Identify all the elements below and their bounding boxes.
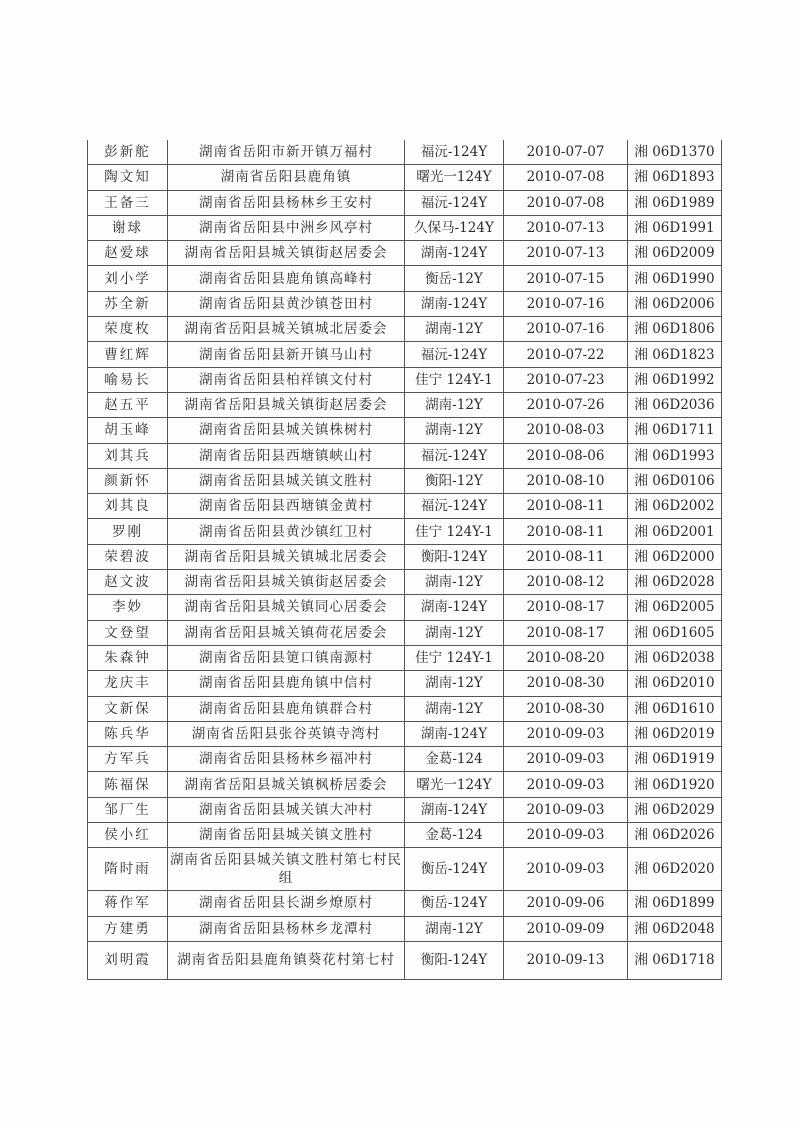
cell-plate: 湘 06D1605 bbox=[628, 620, 722, 645]
cell-address: 湖南省岳阳县城关镇街赵居委会 bbox=[168, 241, 405, 266]
cell-name: 胡玉峰 bbox=[88, 418, 168, 443]
table-row bbox=[88, 418, 722, 443]
cell-plate: 湘 06D2006 bbox=[628, 291, 722, 316]
table-row bbox=[88, 544, 722, 569]
cell-name: 陈兵华 bbox=[88, 721, 168, 746]
cell-address: 湖南省岳阳县城关镇街赵居委会 bbox=[168, 570, 405, 595]
cell-address: 湖南省岳阳县新开镇马山村 bbox=[168, 342, 405, 367]
cell-plate: 湘 06D2029 bbox=[628, 797, 722, 822]
cell-plate: 湘 06D1991 bbox=[628, 215, 722, 240]
cell-date: 2010-09-03 bbox=[504, 848, 628, 891]
table-row bbox=[88, 241, 722, 266]
cell-date: 2010-08-11 bbox=[504, 519, 628, 544]
cell-model: 衡阳-124Y bbox=[405, 544, 504, 569]
cell-name: 方军兵 bbox=[88, 747, 168, 772]
cell-address: 湖南省岳阳县杨林乡王安村 bbox=[168, 190, 405, 215]
table-row bbox=[88, 891, 722, 916]
cell-address: 湖南省岳阳县城关镇荷花居委会 bbox=[168, 620, 405, 645]
cell-address: 湖南省岳阳市新开镇万福村 bbox=[168, 140, 405, 165]
cell-model: 湖南-12Y bbox=[405, 620, 504, 645]
cell-date: 2010-07-23 bbox=[504, 367, 628, 392]
cell-address: 湖南省岳阳县黄沙镇苍田村 bbox=[168, 291, 405, 316]
cell-address: 湖南省岳阳县杨林乡福冲村 bbox=[168, 747, 405, 772]
cell-model: 金葛-124 bbox=[405, 747, 504, 772]
cell-model: 福沅-124Y bbox=[405, 494, 504, 519]
cell-address: 湖南省岳阳县西塘镇金黄村 bbox=[168, 494, 405, 519]
cell-model: 金葛-124 bbox=[405, 823, 504, 848]
cell-address: 湖南省岳阳县杨林乡龙潭村 bbox=[168, 916, 405, 941]
cell-model: 湖南-12Y bbox=[405, 418, 504, 443]
cell-date: 2010-09-03 bbox=[504, 797, 628, 822]
cell-name: 谢球 bbox=[88, 215, 168, 240]
cell-date: 2010-08-12 bbox=[504, 570, 628, 595]
cell-plate: 湘 06D2009 bbox=[628, 241, 722, 266]
table-row bbox=[88, 367, 722, 392]
cell-name: 苏全新 bbox=[88, 291, 168, 316]
cell-model: 湖南-12Y bbox=[405, 392, 504, 417]
cell-date: 2010-08-17 bbox=[504, 620, 628, 645]
cell-name: 王备三 bbox=[88, 190, 168, 215]
cell-model: 佳宁 124Y-1 bbox=[405, 367, 504, 392]
cell-date: 2010-08-30 bbox=[504, 696, 628, 721]
cell-address: 湖南省岳阳县长湖乡燎原村 bbox=[168, 891, 405, 916]
table-row bbox=[88, 392, 722, 417]
cell-plate: 湘 06D1711 bbox=[628, 418, 722, 443]
table-row bbox=[88, 721, 722, 746]
cell-plate: 湘 06D1893 bbox=[628, 165, 722, 190]
cell-name: 荣度枚 bbox=[88, 317, 168, 342]
cell-name: 赵文波 bbox=[88, 570, 168, 595]
table-row bbox=[88, 671, 722, 696]
cell-name: 朱森钟 bbox=[88, 645, 168, 670]
table-row bbox=[88, 772, 722, 797]
cell-plate: 湘 06D2026 bbox=[628, 823, 722, 848]
cell-model: 福沅-124Y bbox=[405, 190, 504, 215]
registration-table bbox=[87, 140, 722, 980]
cell-name: 刘小学 bbox=[88, 266, 168, 291]
cell-model: 福沅-124Y bbox=[405, 443, 504, 468]
cell-name: 文登望 bbox=[88, 620, 168, 645]
cell-plate: 湘 06D1920 bbox=[628, 772, 722, 797]
cell-name: 喻易长 bbox=[88, 367, 168, 392]
cell-plate: 湘 06D2048 bbox=[628, 916, 722, 941]
table-row bbox=[88, 941, 722, 979]
cell-model: 福沅-124Y bbox=[405, 140, 504, 165]
cell-date: 2010-07-08 bbox=[504, 165, 628, 190]
table-row bbox=[88, 443, 722, 468]
cell-plate: 湘 06D2028 bbox=[628, 570, 722, 595]
cell-date: 2010-07-16 bbox=[504, 317, 628, 342]
cell-name: 罗刚 bbox=[88, 519, 168, 544]
table-row bbox=[88, 317, 722, 342]
cell-plate: 湘 06D1610 bbox=[628, 696, 722, 721]
cell-address: 湖南省岳阳县鹿角镇高峰村 bbox=[168, 266, 405, 291]
cell-address: 湖南省岳阳县柏祥镇文付村 bbox=[168, 367, 405, 392]
cell-address: 湖南省岳阳县张谷英镇寺湾村 bbox=[168, 721, 405, 746]
cell-name: 蒋作军 bbox=[88, 891, 168, 916]
table-row bbox=[88, 190, 722, 215]
cell-date: 2010-09-06 bbox=[504, 891, 628, 916]
cell-name: 赵爱球 bbox=[88, 241, 168, 266]
cell-model: 久保马-124Y bbox=[405, 215, 504, 240]
cell-date: 2010-08-03 bbox=[504, 418, 628, 443]
cell-plate: 湘 06D2019 bbox=[628, 721, 722, 746]
cell-date: 2010-08-30 bbox=[504, 671, 628, 696]
cell-model: 佳宁 124Y-1 bbox=[405, 645, 504, 670]
table-row bbox=[88, 916, 722, 941]
table-row bbox=[88, 848, 722, 891]
cell-name: 龙庆丰 bbox=[88, 671, 168, 696]
cell-model: 曙光一124Y bbox=[405, 772, 504, 797]
cell-date: 2010-09-03 bbox=[504, 823, 628, 848]
cell-plate: 湘 06D2005 bbox=[628, 595, 722, 620]
cell-date: 2010-07-15 bbox=[504, 266, 628, 291]
cell-address: 湖南省岳阳县城关镇城北居委会 bbox=[168, 544, 405, 569]
cell-address: 湖南省岳阳县鹿角镇葵花村第七村 bbox=[168, 941, 405, 979]
table-row bbox=[88, 468, 722, 493]
cell-model: 湖南-124Y bbox=[405, 721, 504, 746]
cell-plate: 湘 06D1370 bbox=[628, 140, 722, 165]
cell-model: 湖南-124Y bbox=[405, 797, 504, 822]
cell-name: 刘其兵 bbox=[88, 443, 168, 468]
cell-address: 湖南省岳阳县筻口镇南源村 bbox=[168, 645, 405, 670]
cell-plate: 湘 06D2002 bbox=[628, 494, 722, 519]
cell-model: 衡岳-12Y bbox=[405, 266, 504, 291]
cell-date: 2010-09-03 bbox=[504, 772, 628, 797]
cell-model: 湖南-124Y bbox=[405, 291, 504, 316]
table-body bbox=[88, 140, 722, 979]
cell-date: 2010-08-11 bbox=[504, 544, 628, 569]
cell-date: 2010-09-09 bbox=[504, 916, 628, 941]
cell-name: 刘其良 bbox=[88, 494, 168, 519]
cell-date: 2010-08-20 bbox=[504, 645, 628, 670]
cell-model: 衡阳-124Y bbox=[405, 941, 504, 979]
cell-model: 湖南-12Y bbox=[405, 696, 504, 721]
cell-name: 彭新舵 bbox=[88, 140, 168, 165]
cell-date: 2010-07-22 bbox=[504, 342, 628, 367]
cell-name: 文新保 bbox=[88, 696, 168, 721]
cell-plate: 湘 06D2038 bbox=[628, 645, 722, 670]
table-row bbox=[88, 747, 722, 772]
table-row bbox=[88, 620, 722, 645]
cell-date: 2010-07-13 bbox=[504, 215, 628, 240]
cell-plate: 湘 06D2036 bbox=[628, 392, 722, 417]
cell-model: 湖南-124Y bbox=[405, 595, 504, 620]
cell-date: 2010-07-13 bbox=[504, 241, 628, 266]
cell-plate: 湘 06D2020 bbox=[628, 848, 722, 891]
cell-name: 陶文知 bbox=[88, 165, 168, 190]
cell-plate: 湘 06D1823 bbox=[628, 342, 722, 367]
cell-plate: 湘 06D1989 bbox=[628, 190, 722, 215]
table-row bbox=[88, 823, 722, 848]
cell-address: 湖南省岳阳县城关镇株树村 bbox=[168, 418, 405, 443]
cell-model: 衡阳-12Y bbox=[405, 468, 504, 493]
table-row bbox=[88, 494, 722, 519]
table-row bbox=[88, 165, 722, 190]
table-row bbox=[88, 342, 722, 367]
cell-plate: 湘 06D2001 bbox=[628, 519, 722, 544]
cell-date: 2010-07-08 bbox=[504, 190, 628, 215]
cell-plate: 湘 06D2010 bbox=[628, 671, 722, 696]
table-row bbox=[88, 266, 722, 291]
cell-plate: 湘 06D1806 bbox=[628, 317, 722, 342]
cell-address: 湖南省岳阳县西塘镇峡山村 bbox=[168, 443, 405, 468]
cell-date: 2010-09-03 bbox=[504, 747, 628, 772]
table-row bbox=[88, 291, 722, 316]
cell-model: 湖南-124Y bbox=[405, 241, 504, 266]
table-row bbox=[88, 797, 722, 822]
cell-address: 湖南省岳阳县鹿角镇群合村 bbox=[168, 696, 405, 721]
cell-date: 2010-07-16 bbox=[504, 291, 628, 316]
table-row bbox=[88, 215, 722, 240]
cell-plate: 湘 06D1993 bbox=[628, 443, 722, 468]
cell-name: 颜新怀 bbox=[88, 468, 168, 493]
cell-plate: 湘 06D1990 bbox=[628, 266, 722, 291]
cell-plate: 湘 06D1899 bbox=[628, 891, 722, 916]
cell-address: 湖南省岳阳县城关镇文胜村 bbox=[168, 823, 405, 848]
cell-model: 曙光一124Y bbox=[405, 165, 504, 190]
cell-name: 侯小红 bbox=[88, 823, 168, 848]
cell-model: 湖南-12Y bbox=[405, 916, 504, 941]
table-row bbox=[88, 519, 722, 544]
cell-name: 刘明霞 bbox=[88, 941, 168, 979]
cell-model: 衡岳-124Y bbox=[405, 848, 504, 891]
cell-model: 湖南-12Y bbox=[405, 317, 504, 342]
cell-model: 湖南-12Y bbox=[405, 570, 504, 595]
cell-address: 湖南省岳阳县城关镇大冲村 bbox=[168, 797, 405, 822]
cell-name: 荣碧波 bbox=[88, 544, 168, 569]
cell-plate: 湘 06D2000 bbox=[628, 544, 722, 569]
cell-date: 2010-09-03 bbox=[504, 721, 628, 746]
cell-address: 湖南省岳阳县城关镇枫桥居委会 bbox=[168, 772, 405, 797]
cell-plate: 湘 06D1919 bbox=[628, 747, 722, 772]
table-row bbox=[88, 570, 722, 595]
cell-model: 衡岳-124Y bbox=[405, 891, 504, 916]
cell-name: 隋时雨 bbox=[88, 848, 168, 891]
cell-date: 2010-08-17 bbox=[504, 595, 628, 620]
cell-name: 李妙 bbox=[88, 595, 168, 620]
cell-date: 2010-08-06 bbox=[504, 443, 628, 468]
cell-date: 2010-07-07 bbox=[504, 140, 628, 165]
cell-address: 湖南省岳阳县鹿角镇中信村 bbox=[168, 671, 405, 696]
cell-model: 湖南-12Y bbox=[405, 671, 504, 696]
table-row bbox=[88, 696, 722, 721]
cell-date: 2010-09-13 bbox=[504, 941, 628, 979]
cell-address: 湖南省岳阳县中洲乡风亭村 bbox=[168, 215, 405, 240]
cell-name: 邹厂生 bbox=[88, 797, 168, 822]
cell-address: 湖南省岳阳县鹿角镇 bbox=[168, 165, 405, 190]
cell-date: 2010-08-10 bbox=[504, 468, 628, 493]
cell-name: 陈福保 bbox=[88, 772, 168, 797]
cell-model: 佳宁 124Y-1 bbox=[405, 519, 504, 544]
cell-name: 赵五平 bbox=[88, 392, 168, 417]
table-row bbox=[88, 140, 722, 165]
cell-plate: 湘 06D1992 bbox=[628, 367, 722, 392]
cell-address: 湖南省岳阳县城关镇文胜村第七村民组 bbox=[168, 848, 405, 891]
cell-address: 湖南省岳阳县城关镇街赵居委会 bbox=[168, 392, 405, 417]
table-row bbox=[88, 645, 722, 670]
cell-address: 湖南省岳阳县城关镇文胜村 bbox=[168, 468, 405, 493]
cell-date: 2010-08-11 bbox=[504, 494, 628, 519]
cell-date: 2010-07-26 bbox=[504, 392, 628, 417]
cell-plate: 湘 06D0106 bbox=[628, 468, 722, 493]
cell-name: 曹红辉 bbox=[88, 342, 168, 367]
cell-address: 湖南省岳阳县黄沙镇红卫村 bbox=[168, 519, 405, 544]
cell-address: 湖南省岳阳县城关镇同心居委会 bbox=[168, 595, 405, 620]
table-row bbox=[88, 595, 722, 620]
cell-name: 方建勇 bbox=[88, 916, 168, 941]
cell-plate: 湘 06D1718 bbox=[628, 941, 722, 979]
cell-model: 福沅-124Y bbox=[405, 342, 504, 367]
cell-address: 湖南省岳阳县城关镇城北居委会 bbox=[168, 317, 405, 342]
